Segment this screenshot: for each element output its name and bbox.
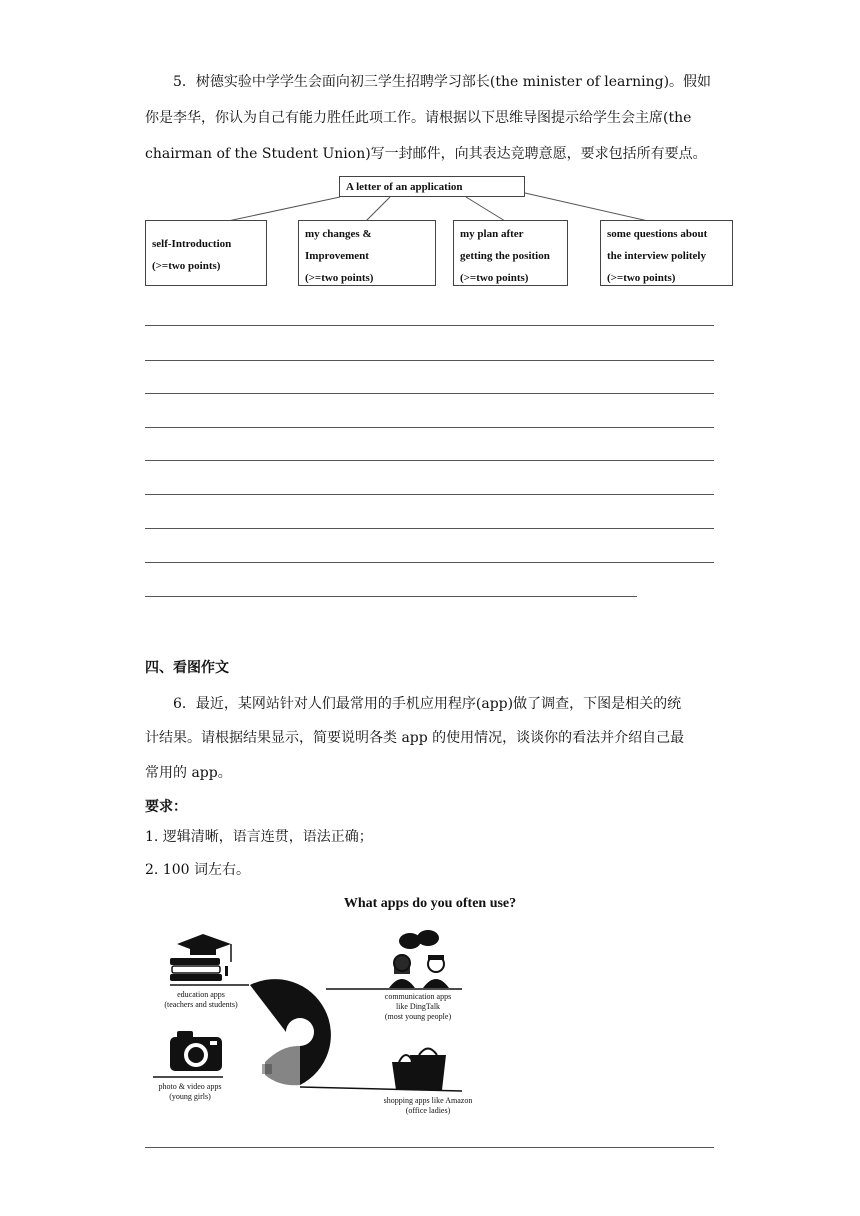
education-caption-line-2: (teachers and students) [164, 1000, 238, 1009]
box-3-line-2: getting the position [460, 250, 550, 262]
q5-line-1: 5．树德实验中学学生会面向初三学生招聘学习部长(the minister of learning)。假如 [173, 74, 712, 90]
shopping-caption-line-1: shopping apps like Amazon [383, 1096, 473, 1105]
education-caption [138, 990, 264, 1010]
box-1-line-1: self-Introduction [152, 238, 232, 250]
box-4-line-2: the interview politely [607, 250, 706, 262]
shopping-icon [392, 1049, 446, 1091]
photo-caption-line-1: photo & video apps [158, 1082, 222, 1091]
box-2-line-2: Improvement [305, 250, 369, 262]
camera-icon [170, 1031, 222, 1071]
box-2-line-3: (>=two points) [305, 272, 374, 284]
mindmap-root: A letter of an application [339, 176, 525, 197]
photo-caption [140, 1082, 240, 1102]
box-3-line-1: my plan after [460, 228, 524, 240]
communication-icon [389, 930, 449, 988]
q6-line-2: 计结果。请根据结果显示，简要说明各类 app 的使用情况，谈谈你的看法并介绍自己最 [145, 730, 685, 746]
writing-line[interactable] [145, 1147, 714, 1148]
q6-line-3: 常用的 app。 [145, 765, 232, 781]
education-caption-line-1: education apps [177, 990, 225, 999]
education-icon [170, 934, 231, 981]
q5-line-3: chairman of the Student Union)写一封邮件，向其表达竞聘意愿，要求包括所有要点。 [145, 146, 707, 162]
shopping-caption [362, 1096, 494, 1116]
box-4-line-1: some questions about [607, 228, 708, 240]
requirements-label: 要求： [145, 799, 187, 815]
communication-caption [363, 992, 473, 1022]
box-3-line-3: (>=two points) [460, 272, 529, 284]
communication-caption-line-1: communication apps [384, 992, 452, 1001]
box-1-line-2: (>=two points) [152, 260, 221, 272]
requirement-1: 1. 逻辑清晰，语言连贯，语法正确； [145, 829, 373, 845]
q5-line-2: 你是李华，你认为自己有能力胜任此项工作。请根据以下思维导图提示给学生会主席(the [145, 110, 692, 126]
infographic-title: What apps do you often use? [343, 896, 517, 911]
box-4-line-3: (>=two points) [607, 272, 676, 284]
communication-caption-line-2: like DingTalk [395, 1002, 441, 1011]
photo-caption-line-2: (young girls) [169, 1092, 211, 1101]
requirement-2: 2. 100 词左右。 [145, 862, 250, 878]
shopping-caption-line-2: (office ladies) [405, 1106, 451, 1115]
communication-caption-line-3: (most young people) [384, 1012, 452, 1021]
q6-line-1: 6．最近，某网站针对人们最常用的手机应用程序(app)做了调查，下图是相关的统 [173, 696, 682, 712]
box-2-line-1: my changes & [305, 228, 372, 240]
section-4-title: 四、看图作文 [145, 660, 229, 676]
